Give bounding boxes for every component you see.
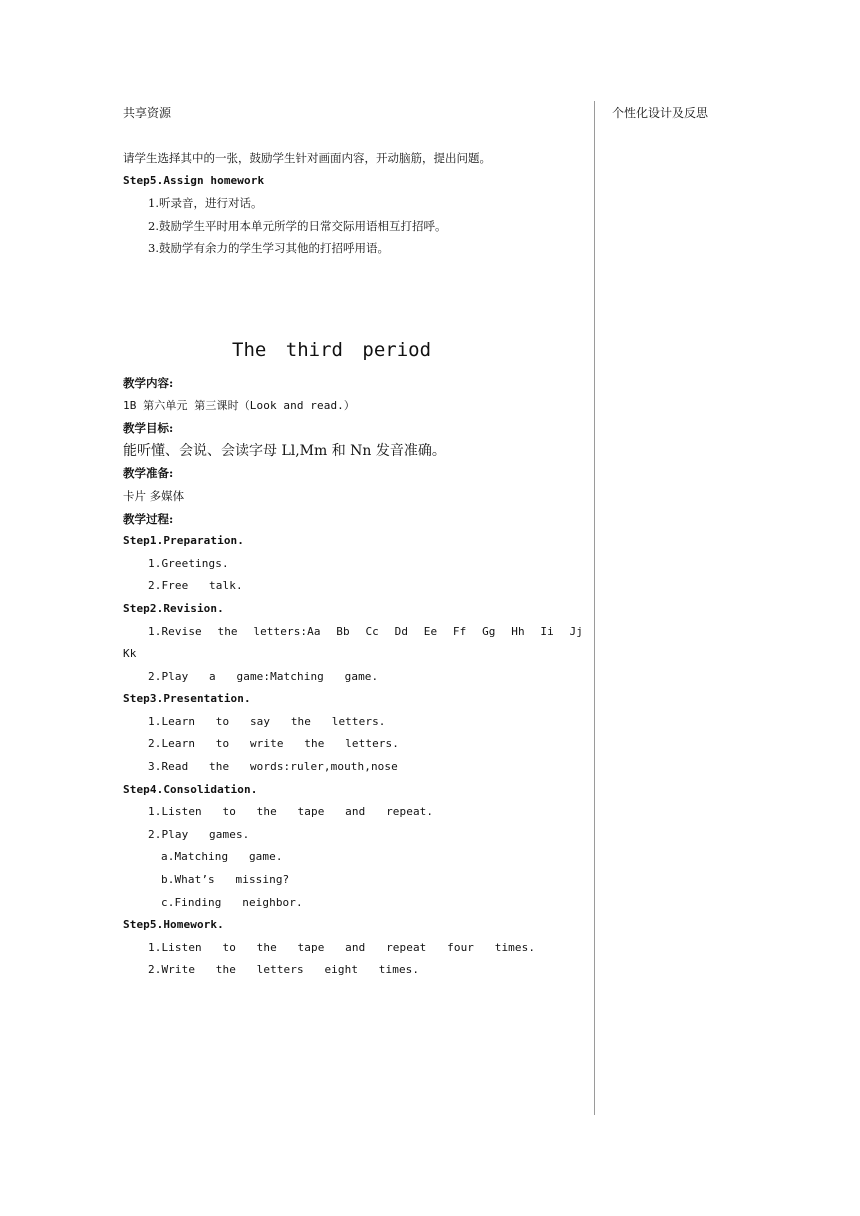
homework-item-2: 2.鼓励学生平时用本单元所学的日常交际用语相互打招呼。 <box>148 218 447 233</box>
revise-word: Jj <box>569 624 583 638</box>
revise-wrap: Kk <box>123 647 137 661</box>
step4-item-1: 1.Listen to the tape and repeat. <box>148 805 434 819</box>
step4-subitem-c: c.Finding neighbor. <box>161 895 303 909</box>
step3-title: Step3.Presentation. <box>123 692 251 706</box>
step1-title: Step1.Preparation. <box>123 534 245 548</box>
revise-word: Ee <box>423 624 438 638</box>
step3-item-2: 2.Learn to write the letters. <box>148 737 399 751</box>
revise-word: Hh <box>511 624 525 638</box>
step2-title: Step2.Revision. <box>123 601 224 615</box>
step5-assign-title: Step5.Assign homework <box>123 173 265 187</box>
step5-item-1: 1.Listen to the tape and repeat four times. <box>148 940 536 954</box>
revise-word: the <box>217 624 238 638</box>
step5-homework-title: Step5.Homework. <box>123 918 224 932</box>
period-title: The third period <box>232 338 432 361</box>
step4-subitem-a: a.Matching game. <box>161 850 283 864</box>
revise-word: Dd <box>394 624 409 638</box>
content-value: 1B 第六单元 第三课时（Look and read.） <box>123 398 356 412</box>
revise-word: Ii <box>540 624 554 638</box>
step1-item-2: 2.Free talk. <box>148 579 243 593</box>
step3-item-1: 1.Learn to say the letters. <box>148 714 386 728</box>
revise-word: Bb <box>336 624 350 638</box>
reflection-header: 个性化设计及反思 <box>612 106 709 120</box>
step3-item-3: 3.Read the words:ruler,mouth,nose <box>148 760 398 774</box>
step4-title: Step4.Consolidation. <box>123 782 258 796</box>
reflection-column <box>612 104 832 122</box>
homework-item-1: 1.听录音，进行对话。 <box>148 196 263 211</box>
revise-prefix: 1.Revise <box>148 624 202 638</box>
content-label: 教学内容: <box>123 375 174 390</box>
step4-subitem-b: b.What’s missing? <box>161 873 290 887</box>
shared-resources-header: 共享资源 <box>123 106 172 120</box>
step2-item-2: 2.Play a game:Matching game. <box>148 669 379 683</box>
revise-word: Ff <box>452 624 467 638</box>
revise-word: Cc <box>365 624 379 638</box>
revise-word: Gg <box>482 624 496 638</box>
intro-line: 请学生选择其中的一张，鼓励学生针对画面内容，开动脑筋，提出问题。 <box>123 151 491 165</box>
homework-item-3: 3.鼓励学有余力的学生学习其他的打招呼用语。 <box>148 241 389 256</box>
column-divider <box>594 101 595 1115</box>
revise-letters-row <box>123 621 583 644</box>
prep-label: 教学准备: <box>123 466 174 481</box>
revise-word: letters:Aa <box>253 624 321 638</box>
process-label: 教学过程: <box>123 511 174 526</box>
step4-item-2: 2.Play games. <box>148 827 250 841</box>
goal-label: 教学目标: <box>123 421 174 436</box>
step5-item-2: 2.Write the letters eight times. <box>148 963 420 977</box>
main-column <box>123 104 588 982</box>
step1-item-1: 1.Greetings. <box>148 556 229 570</box>
prep-value: 卡片 多媒体 <box>123 488 185 503</box>
goal-value: 能听懂、会说、会读字母 Ll,Mm 和 Nn 发音准确。 <box>123 442 446 459</box>
